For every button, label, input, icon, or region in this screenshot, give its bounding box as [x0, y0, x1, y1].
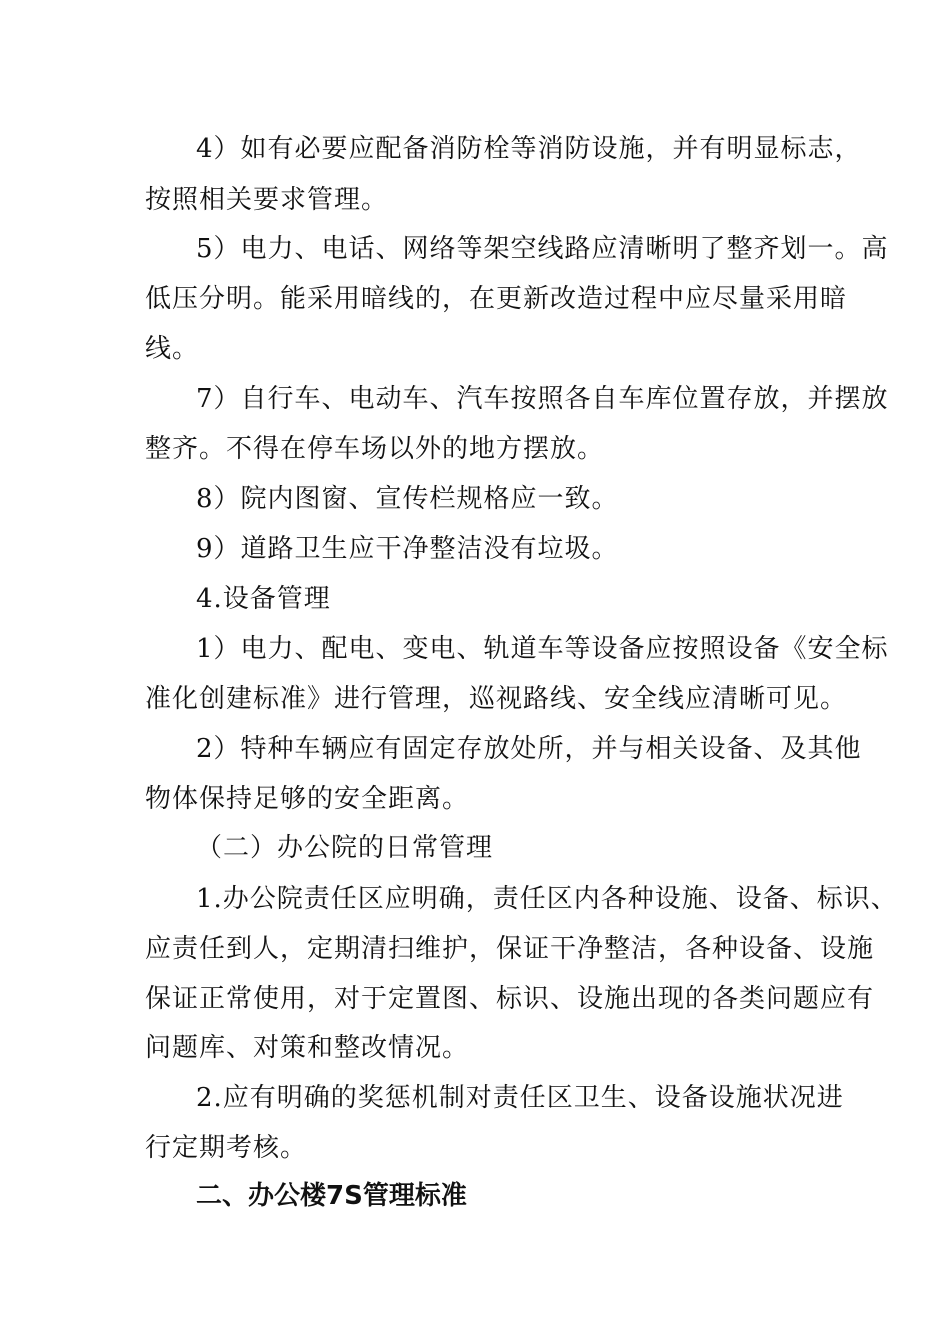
paragraph-line: 7）自行车、电动车、汽车按照各自车库位置存放，并摆放: [196, 384, 889, 414]
paragraph-line: 1）电力、配电、变电、轨道车等设备应按照设备《安全标: [196, 634, 889, 664]
paragraph-line: 低压分明。能采用暗线的，在更新改造过程中应尽量采用暗: [145, 284, 848, 314]
paragraph-line: 8）院内图窗、宣传栏规格应一致。: [196, 484, 619, 514]
paragraph-line: 应责任到人，定期清扫维护，保证干净整洁，各种设备、设施: [145, 934, 875, 964]
paragraph-line: 线。: [145, 334, 200, 364]
paragraph-line: 5）电力、电话、网络等架空线路应清晰明了整齐划一。高: [196, 234, 889, 264]
chapter-heading: 二、办公楼7S管理标准: [196, 1181, 467, 1211]
section-heading: （二）办公院的日常管理: [196, 833, 494, 863]
paragraph-line: 准化创建标准》进行管理，巡视路线、安全线应清晰可见。: [145, 684, 848, 714]
paragraph-line: 问题库、对策和整改情况。: [145, 1033, 470, 1063]
paragraph-line: 整齐。不得在停车场以外的地方摆放。: [145, 434, 605, 464]
paragraph-line: 保证正常使用，对于定置图、标识、设施出现的各类问题应有: [145, 984, 875, 1014]
section-heading: 4.设备管理: [196, 584, 331, 614]
paragraph-line: 2.应有明确的奖惩机制对责任区卫生、设备设施状况进: [196, 1083, 844, 1113]
paragraph-line: 1.办公院责任区应明确，责任区内各种设施、设备、标识、: [196, 884, 898, 914]
paragraph-line: 9）道路卫生应干净整洁没有垃圾。: [196, 534, 619, 564]
paragraph-line: 行定期考核。: [145, 1133, 308, 1163]
paragraph-line: 按照相关要求管理。: [145, 185, 389, 215]
paragraph-line: 4）如有必要应配备消防栓等消防设施，并有明显标志，: [196, 134, 862, 164]
paragraph-line: 2）特种车辆应有固定存放处所，并与相关设备、及其他: [196, 734, 862, 764]
paragraph-line: 物体保持足够的安全距离。: [145, 784, 470, 814]
